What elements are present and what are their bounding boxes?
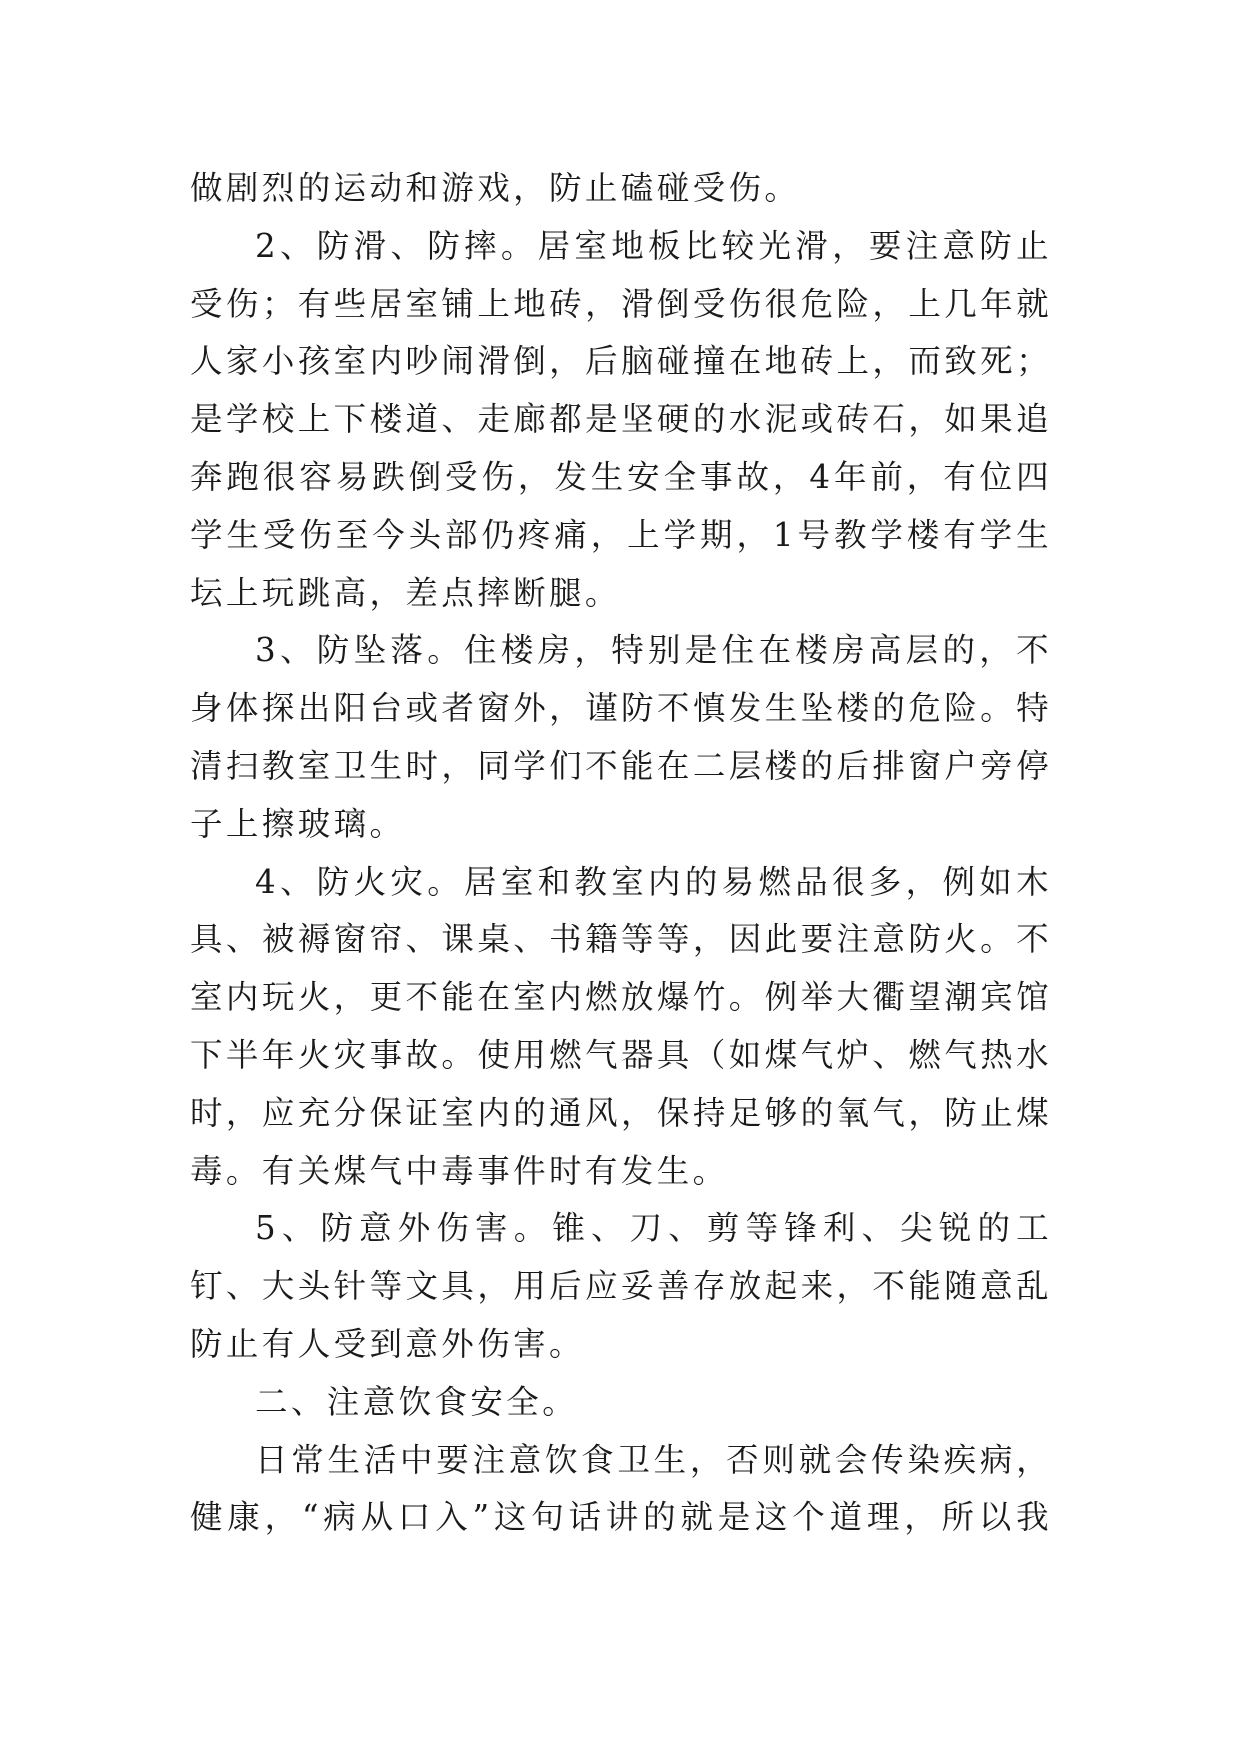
text-line: 毒。有关煤气中毒事件时有发生。: [190, 1151, 729, 1190]
text-line: 做剧烈的运动和游戏，防止磕碰受伤。: [190, 169, 801, 207]
text-line: 身体探出阳台或者窗外，谨防不慎发生坠楼的危险。特: [190, 689, 1052, 728]
text-line: 健康，“病从口入”这句话讲的就是这个道理，所以我: [190, 1498, 1052, 1537]
text-line: 下半年火灾事故。使用燃气器具（如煤气炉、燃气热水: [190, 1035, 1052, 1074]
body-text: [190, 160, 1052, 1547]
text-line: 子上擦玻璃。: [190, 804, 406, 843]
text-line: 具、被褥窗帘、课桌、书籍等等，因此要注意防火。不: [190, 920, 1052, 959]
text-line: 钉、大头针等文具，用后应妥善存放起来，不能随意乱: [190, 1267, 1052, 1306]
text-line: 是学校上下楼道、走廊都是坚硬的水泥或砖石，如果追: [190, 400, 1052, 439]
text-line: 时，应充分保证室内的通风，保持足够的氧气，防止煤: [190, 1093, 1052, 1132]
text-line: 清扫教室卫生时，同学们不能在二层楼的后排窗户旁停: [190, 746, 1052, 785]
text-line: 学生受伤至今头部仍疼痛，上学期，1号教学楼有学生: [190, 515, 1052, 554]
text-line: 4、防火灾。居室和教室内的易燃品很多，例如木: [255, 862, 1052, 901]
text-line: 2、防滑、防摔。居室地板比较光滑，要注意防止: [255, 226, 1052, 265]
text-line: 防止有人受到意外伤害。: [190, 1324, 585, 1363]
text-line: 3、防坠落。住楼房，特别是住在楼房高层的，不: [255, 631, 1052, 670]
text-line: 奔跑很容易跌倒受伤，发生安全事故，4年前，有位四: [190, 457, 1052, 496]
text-line: 日常生活中要注意饮食卫生，否则就会传染疾病，: [255, 1440, 1052, 1479]
text-line: 受伤；有些居室铺上地砖，滑倒受伤很危险，上几年就: [190, 284, 1052, 323]
text-line: 人家小孩室内吵闹滑倒，后脑碰撞在地砖上，而致死；: [190, 342, 1052, 381]
text-line: 二、注意饮食安全。: [255, 1382, 579, 1421]
text-line: 坛上玩跳高，差点摔断腿。: [190, 573, 621, 612]
text-line: 室内玩火，更不能在室内燃放爆竹。例举大衢望潮宾馆: [190, 978, 1052, 1017]
text-line: 5、防意外伤害。锥、刀、剪等锋利、尖锐的工: [255, 1209, 1052, 1248]
